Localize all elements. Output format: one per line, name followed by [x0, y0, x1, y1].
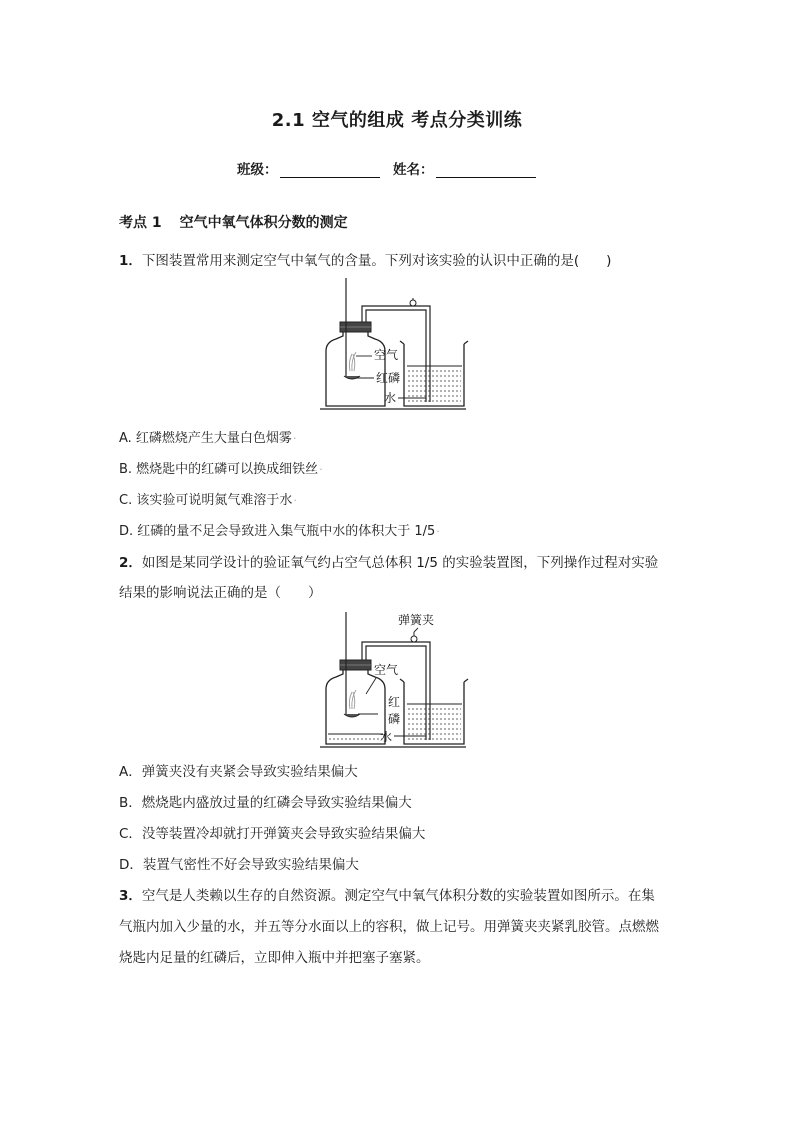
q2-option-c[interactable]: C．没等装置冷却就打开弹簧夹会导致实验结果偏大 — [119, 826, 426, 842]
q2-option-b[interactable]: B．燃烧匙内盛放过量的红磷会导致实验结果偏大 — [119, 795, 412, 811]
section-label: 考点 1 — [119, 215, 162, 231]
question-3-line3: 烧匙内足量的红磷后，立即伸入瓶中并把塞子塞紧。 — [119, 950, 430, 966]
q2-label-clamp: 弹簧夹 — [398, 613, 435, 627]
q1-option-a[interactable]: A. 红磷燃烧产生大量白色烟雾· — [119, 431, 297, 446]
question-1-stem — [119, 249, 611, 269]
q2-label-lin: 磷 — [388, 712, 401, 726]
name-field — [393, 158, 536, 178]
class-label: 班级： — [237, 162, 278, 178]
section-heading — [119, 212, 348, 232]
name-blank[interactable] — [436, 176, 536, 178]
q2-option-a[interactable]: A．弹簧夹没有夹紧会导致实验结果偏大 — [119, 764, 358, 780]
question-2-number: 2． — [119, 555, 142, 571]
question-2-apparatus-figure — [318, 610, 478, 752]
name-label: 姓名： — [393, 162, 434, 178]
question-1-number: 1． — [119, 253, 142, 269]
q2-label-air: 空气 — [374, 663, 399, 677]
q2-label-water: 水 — [380, 730, 393, 744]
question-3-line2: 气瓶内加入少量的水，并五等分水面以上的容积，做上记号。用弹簧夹夹紧乳胶管。点燃燃 — [119, 919, 659, 935]
question-3-line1: 3．空气是人类赖以生存的自然资源。测定空气中氧气体积分数的实验装置如图所示。在集 — [119, 888, 655, 904]
question-1-text: 下图装置常用来测定空气中氧气的含量。下列对该实验的认识中正确的是( ) — [141, 253, 612, 269]
question-1-apparatus-figure — [318, 276, 478, 416]
q2-option-d[interactable]: D．装置气密性不好会导致实验结果偏大 — [119, 857, 359, 873]
q1-label-air: 空气 — [374, 348, 399, 362]
section-title: 空气中氧气体积分数的测定 — [179, 215, 348, 231]
question-3-number: 3． — [119, 888, 142, 904]
q1-option-b[interactable]: B. 燃烧匙中的红磷可以换成细铁丝· — [119, 462, 323, 477]
q1-option-d[interactable]: D. 红磷的量不足会导致进入集气瓶中水的体积大于 1/5· — [119, 524, 440, 539]
class-field — [237, 158, 380, 178]
page-title: 2.1 空气的组成 考点分类训练 — [271, 110, 523, 131]
q1-option-c[interactable]: C. 该实验可说明氮气难溶于水· — [119, 493, 297, 508]
question-2-stem-line1: 2．如图是某同学设计的验证氧气约占空气总体积 1/5 的实验装置图，下列操作过程对实验 — [119, 555, 659, 571]
class-blank[interactable] — [280, 176, 380, 178]
q1-label-phosphorus: 红磷 — [376, 371, 401, 385]
q1-label-water: 水 — [384, 391, 397, 405]
question-2-stem-line2: 结果的影响说法正确的是（ ） — [119, 585, 322, 601]
q2-label-hong: 红 — [388, 695, 401, 709]
